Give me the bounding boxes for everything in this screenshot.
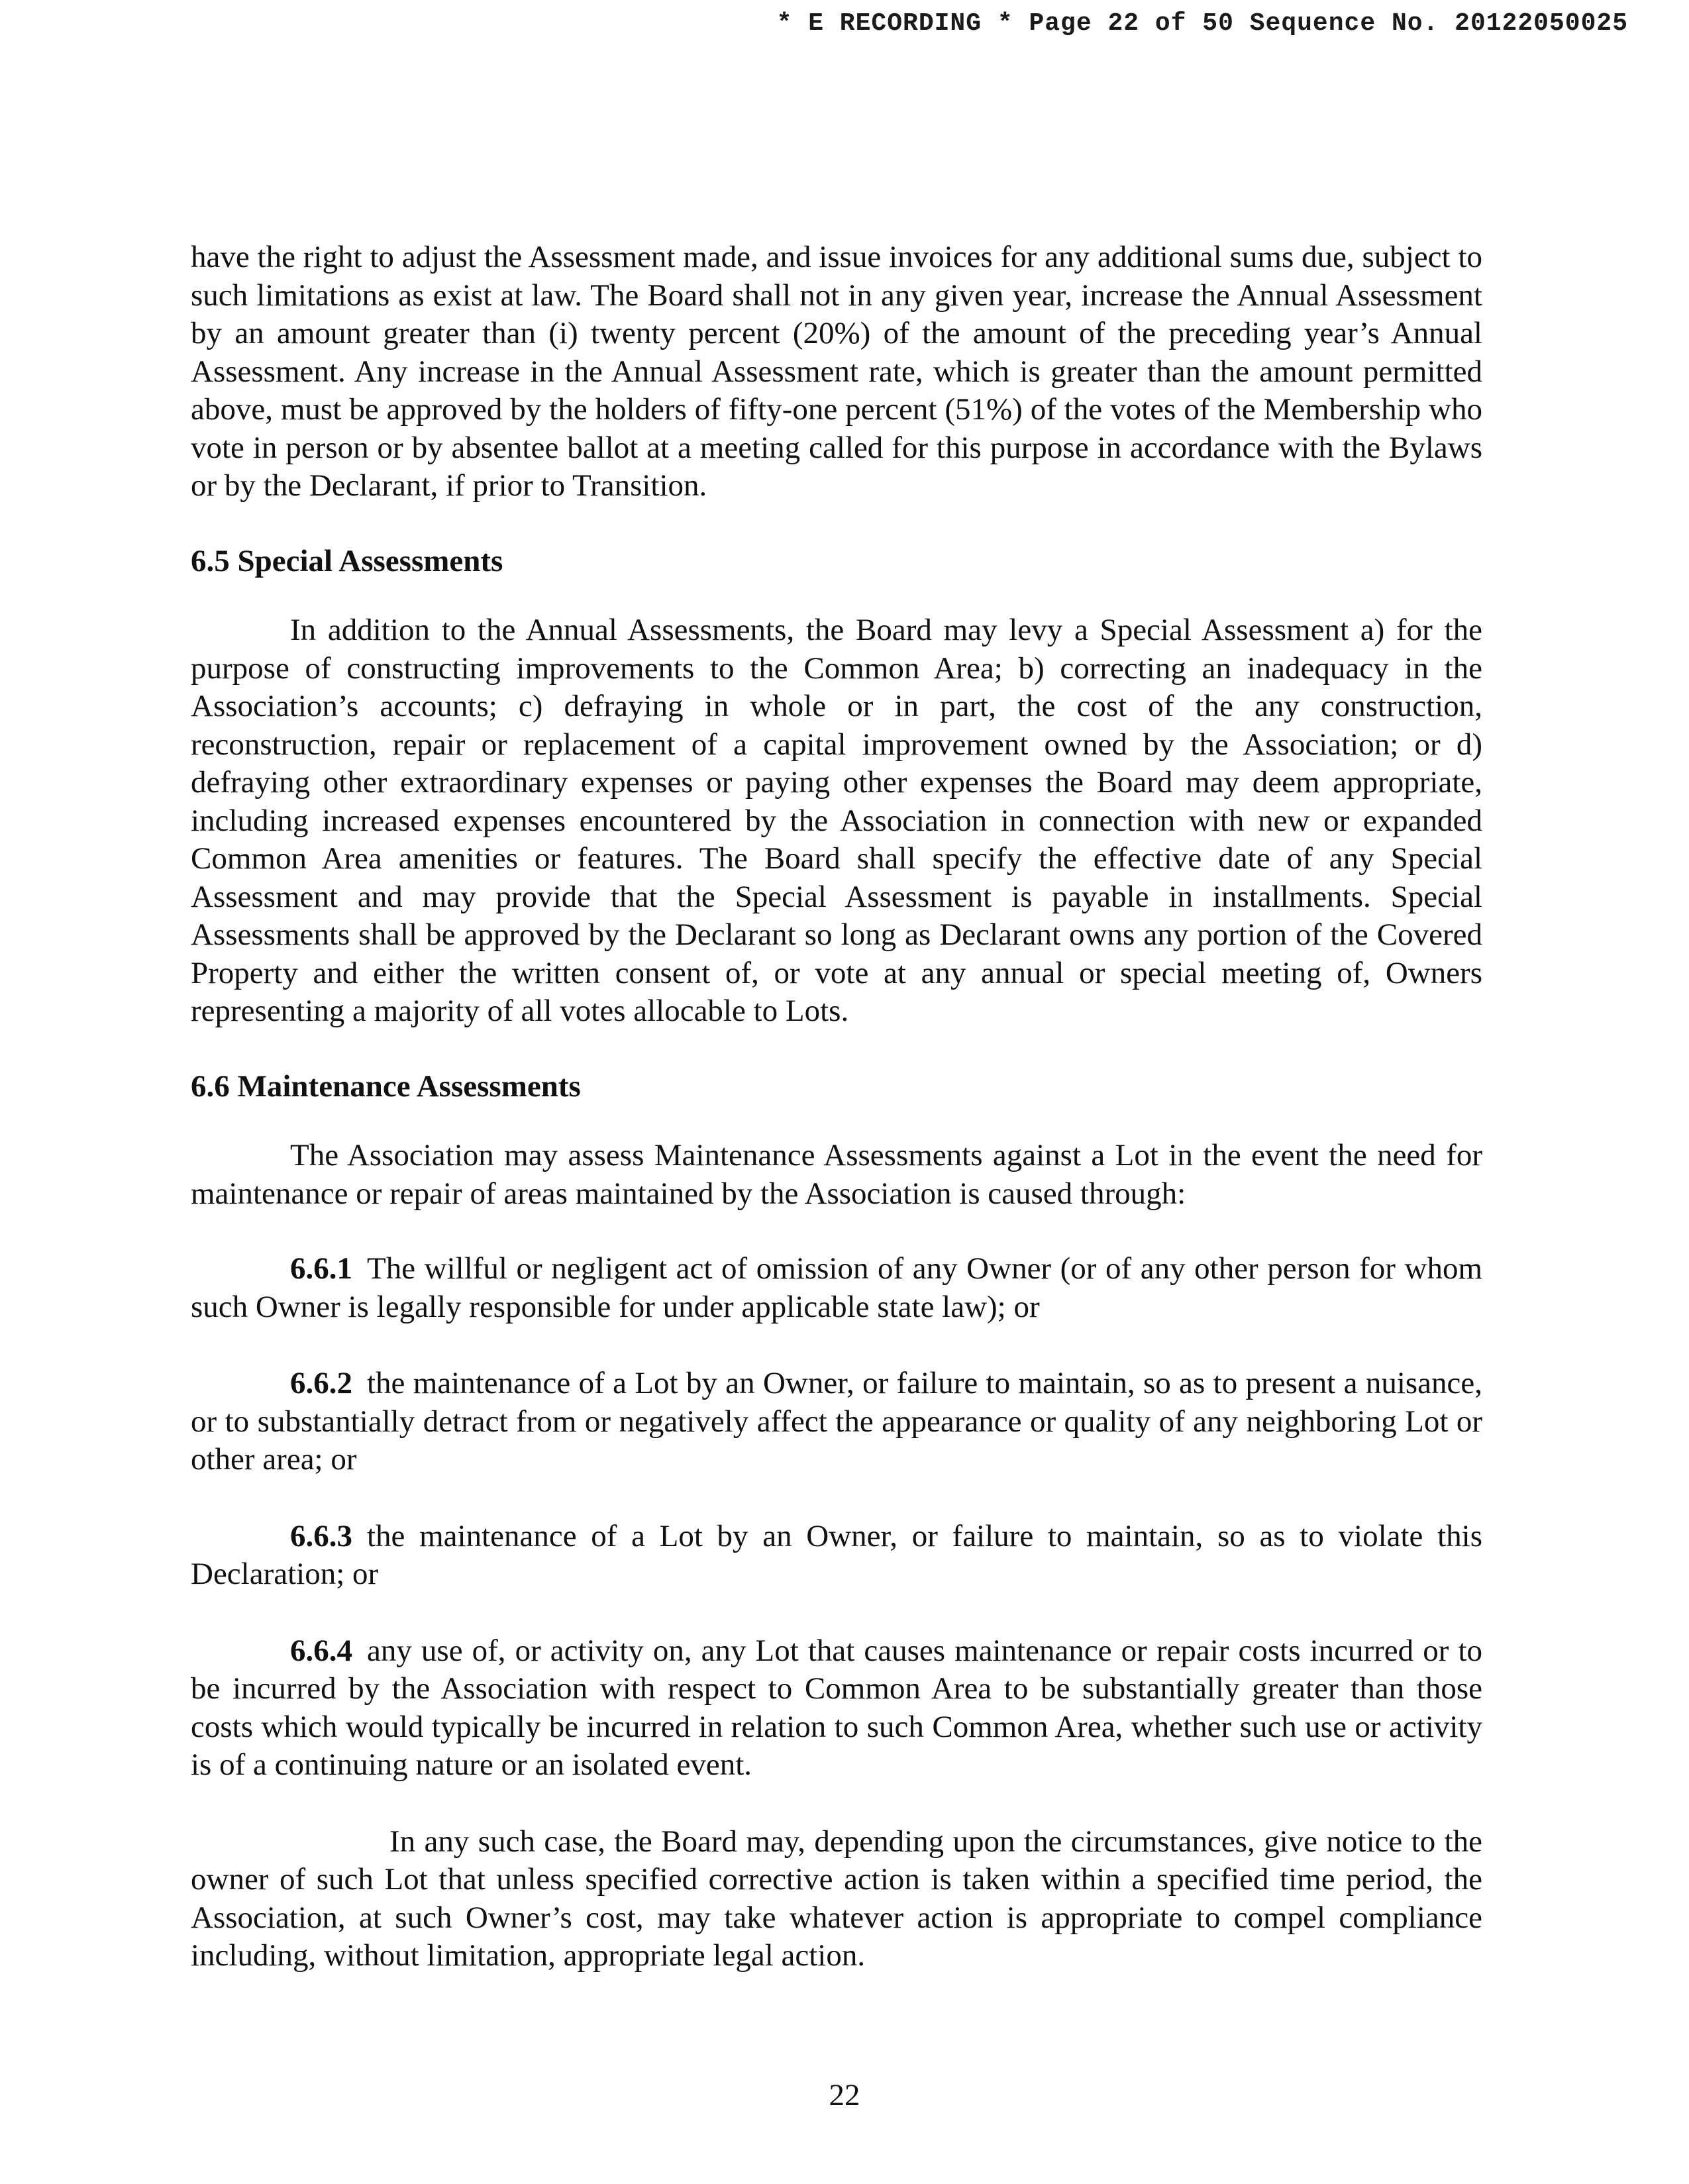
special-assessments-paragraph: In addition to the Annual Assessments, the Board may levy a Special Assessment a) for the purpose of constructing improvements to the Common Area; b) correcting an inadequacy in the Association’s accounts; c) defraying in whole or in part, the cost of the any construction, reconstruction, repair or replacement of a capital improvement owned by the Association; or d) defraying other extraordinary expenses or paying other expenses the Board may deem appropriate, including increased expenses encountered by the Association in connection with new or expanded Common Area amenities or features. The Board shall specify the effective date of any Special Assessment and may provide that the Special Assessment is payable in installments. Special Assessments shall be approved by the Declarant so long as Declarant owns any portion of the Covered Property and either the written consent of, or vote at any annual or special meeting of, Owners representing a majority of all votes allocable to Lots. [191,613,1482,1028]
section-heading-6-5: 6.5 Special Assessments [191,543,503,578]
page-number: 22 [829,2078,860,2112]
subsection-number: 6.6.3 [290,1518,352,1553]
document-body [191,238,1482,1975]
subsection-6-6-3 [191,1518,1482,1594]
subsection-text: The willful or negligent act of omission of any Owner (or of any other person for whom such Owner is legally responsible for under applicable state law); or [191,1251,1482,1324]
subsection-6-6-2 [191,1365,1482,1479]
subsection-number: 6.6.1 [290,1251,352,1286]
subsection-text: the maintenance of a Lot by an Owner, or failure to maintain, so as to violate this Declaration; or [191,1518,1482,1591]
recording-stamp: * E RECORDING * Page 22 of 50 Sequence No. 20122050025 [776,9,1628,38]
subsection-text: the maintenance of a Lot by an Owner, or failure to maintain, so as to present a nuisance, or to substantially detract from or negatively affect the appearance or quality of any neighboring Lot or other area; or [191,1366,1482,1477]
maintenance-assessments-intro: The Association may assess Maintenance Assessments against a Lot in the event the need for maintenance or repair of areas maintained by the Association is caused through: [191,1138,1482,1211]
section-heading-6-6: 6.6 Maintenance Assessments [191,1068,581,1104]
subsection-6-6-1 [191,1250,1482,1326]
closing-paragraph: In any such case, the Board may, depending upon the circumstances, give notice to the owner of such Lot that unless specified corrective action is taken within a specified time period, the Association, at such Owner’s cost, may take whatever action is appropriate to compel compliance including, without limitation, appropriate legal action. [191,1824,1482,1973]
subsection-text: any use of, or activity on, any Lot that causes maintenance or repair costs incurred or to be incurred by the Association with respect to Common Area to be substantially greater than those costs which would typically be incurred in relation to such Common Area, whether such use or activity is of a continuing nature or an isolated event. [191,1633,1482,1782]
subsection-number: 6.6.4 [290,1633,352,1668]
subsection-number: 6.6.2 [290,1366,352,1400]
continuation-paragraph: have the right to adjust the Assessment made, and issue invoices for any additional sums due, subject to such limitations as exist at law. The Board shall not in any given year, increase the Annual Assessment by an amount greater than (i) twenty percent (20%) of the amount of the preceding year’s Annual Assessment. Any increase in the Annual Assessment rate, which is greater than the amount permitted above, must be approved by the holders of fifty-one percent (51%) of the votes of the Membership who vote in person or by absentee ballot at a meeting called for this purpose in accordance with the Bylaws or by the Declarant, if prior to Transition. [191,240,1482,503]
subsection-6-6-4 [191,1632,1482,1785]
